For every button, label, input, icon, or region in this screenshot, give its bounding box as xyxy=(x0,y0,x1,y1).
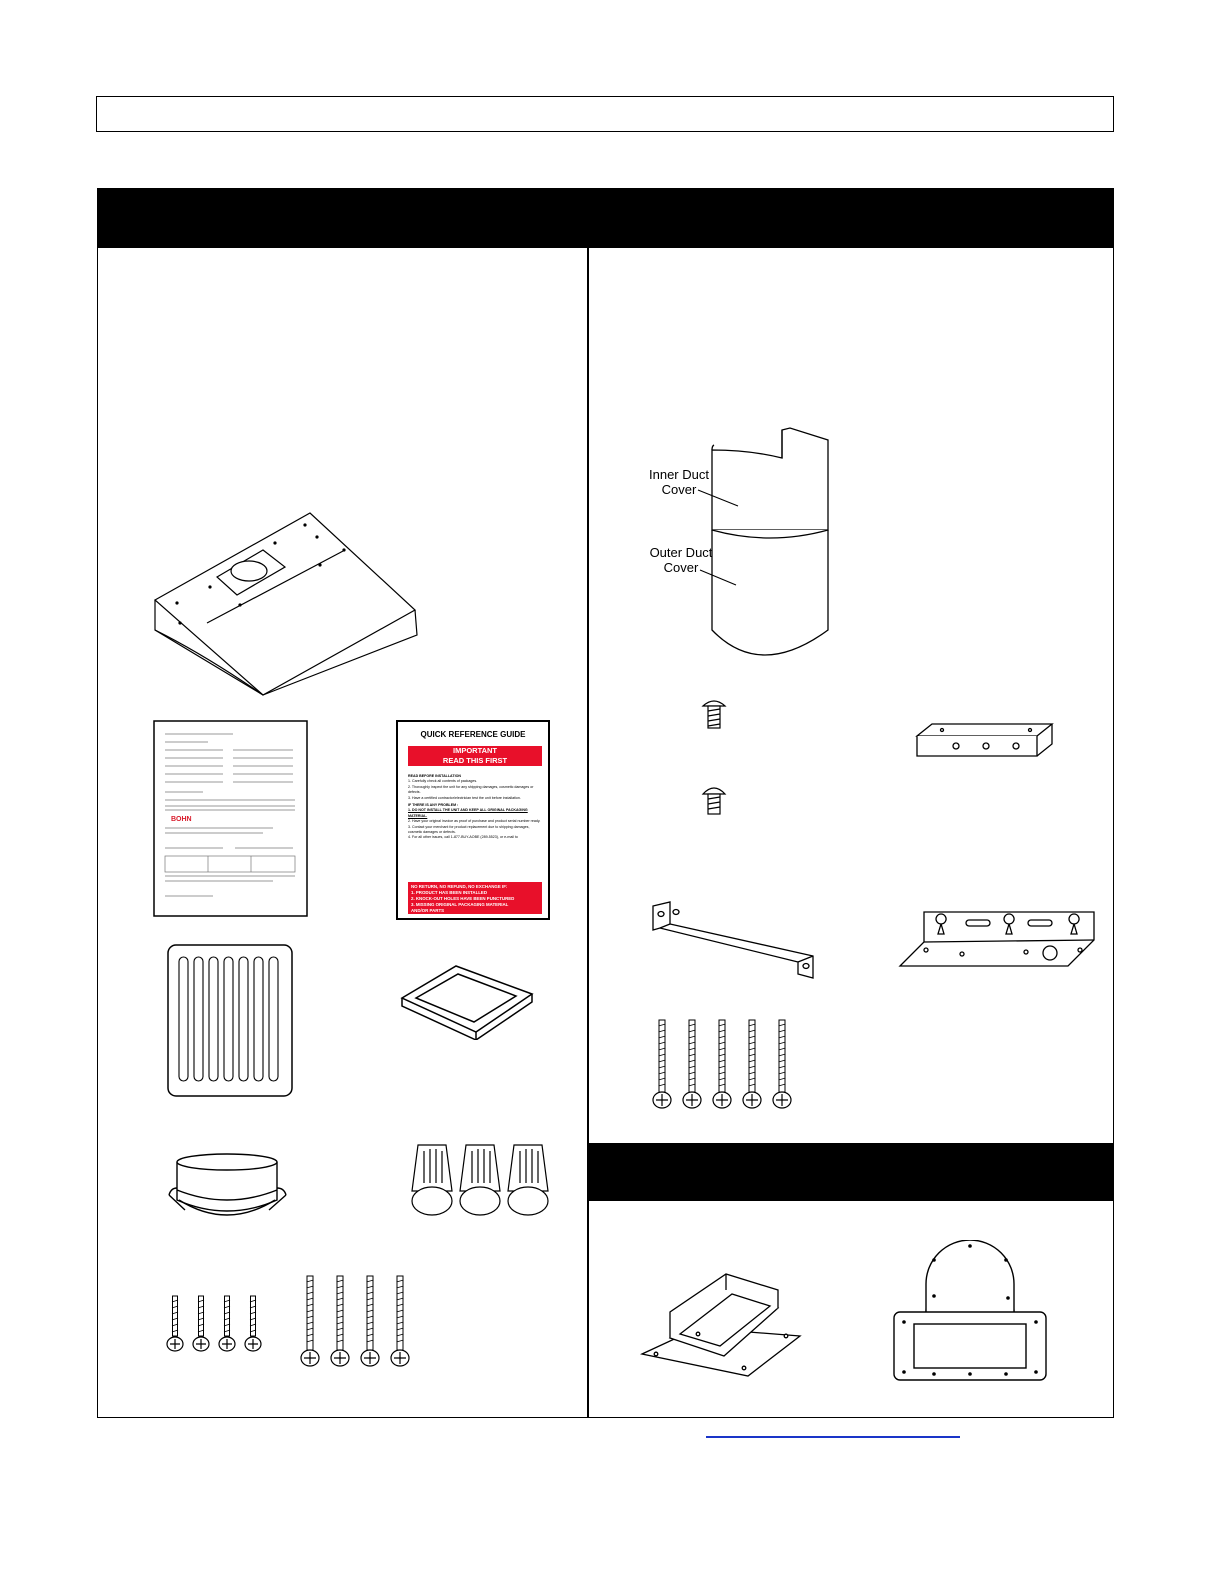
qrg-title: QUICK REFERENCE GUIDE xyxy=(420,730,526,739)
rectangular-frame-illustration xyxy=(396,960,536,1040)
qrg-warning-item: 2. KNOCK-OUT HOLES HAVE BEEN PUNCTURED xyxy=(411,896,515,901)
outer-duct-label-line2: Cover xyxy=(663,560,699,575)
qrg-step: 1. DO NOT INSTALL THE UNIT AND KEEP ALL ORIGINAL PACKAGING MATERIAL. xyxy=(408,808,528,818)
angle-bracket-illustration xyxy=(912,722,1057,762)
qrg-warning-item: 1. PRODUCT HAS BEEN INSTALLED xyxy=(411,890,488,895)
wall-screws-illustration xyxy=(648,1018,798,1110)
inner-duct-label-line2: Cover xyxy=(661,482,697,497)
wire-connectors-illustration xyxy=(405,1143,555,1223)
qrg-warning-title: NO RETURN, NO REFUND, NO EXCHANGE IF: xyxy=(411,884,508,889)
header-box xyxy=(96,96,1114,132)
qrg-warning-banner xyxy=(408,882,542,914)
qrg-step: 1. Carefully check all contents of packages. xyxy=(408,779,478,784)
round-duct-collar-illustration xyxy=(165,1150,290,1230)
qrg-problem-heading: IF THERE IS ANY PROBLEM : xyxy=(408,803,459,808)
footer-link-underline[interactable] xyxy=(706,1436,960,1438)
grease-filter-illustration xyxy=(166,943,294,1098)
qrg-step: 2. Have your original invoice as proof of purchase and product serial number ready. xyxy=(408,819,541,824)
short-screws-illustration xyxy=(163,1294,268,1352)
qrg-step: 2. Thoroughly inspect the unit for any shipping damages, cosmetic damages or defects. xyxy=(408,784,534,795)
mounting-bracket-illustration xyxy=(898,910,1098,972)
inner-duct-label-line1: Inner Duct xyxy=(649,467,709,482)
qrg-read-before: READ BEFORE INSTALLATION xyxy=(408,774,461,778)
qrg-step: 4. For all other issues, call 1-877-BUY-AOBE (289-5523), or e-mail to xyxy=(408,835,518,840)
outer-duct-label-line1: Outer Duct xyxy=(649,545,713,560)
callout-leader-lines xyxy=(690,470,750,595)
strap-bracket-illustration xyxy=(648,900,823,980)
machine-screws-illustration xyxy=(700,698,730,828)
optional-parts-header-bar xyxy=(588,1143,1113,1199)
warranty-card-illustration xyxy=(153,720,308,917)
qrg-warning-item: AND/OR PARTS xyxy=(411,908,445,913)
column-divider xyxy=(587,248,589,1417)
parts-table-header-bar xyxy=(98,189,1113,248)
qrg-banner-line2: READ THIS FIRST xyxy=(442,756,508,765)
optional-parts-header-rule xyxy=(588,1199,1113,1201)
rectangular-duct-transition-illustration xyxy=(640,1272,802,1380)
qrg-step: 3. Have a certified contractor/electrician test the unit before installation. xyxy=(408,795,521,800)
long-screws-illustration xyxy=(296,1274,418,1368)
qrg-body xyxy=(408,774,542,841)
range-hood-illustration xyxy=(145,505,425,700)
qrg-important-banner xyxy=(408,746,542,766)
quick-reference-guide xyxy=(396,720,550,920)
qrg-step: 3. Contact your merchant for product replacement due to shipping damages, cosmetic damages or defects. xyxy=(408,824,530,835)
qrg-warning-item: 3. MISSING ORIGINAL PACKAGING MATERIAL xyxy=(411,902,509,907)
warranty-card-brand: BOHN xyxy=(171,816,192,823)
qrg-banner-line1: IMPORTANT xyxy=(452,746,498,755)
adapter-plate-illustration xyxy=(890,1240,1050,1384)
